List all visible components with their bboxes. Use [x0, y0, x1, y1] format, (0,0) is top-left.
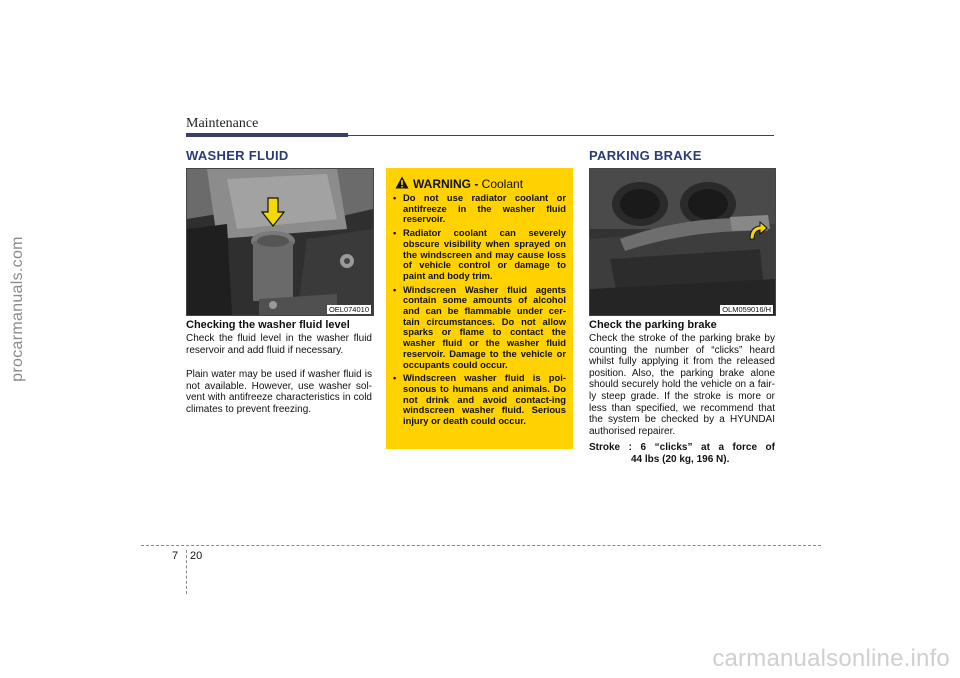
parking-photo-code: OLM059016/H	[722, 305, 771, 314]
parking-subheading: Check the parking brake	[589, 319, 717, 331]
warning-item: • Windscreen Washer fluid agents contain some amounts of alcohol and can be flammable under cer-tain circumstances. Do not allow sparks or flame to contact the washer fluid or the washer fluid reservoir. Damage to the vehicle or occupants could occur.	[393, 283, 566, 370]
footer-dashed-divider	[186, 550, 187, 594]
pull-arrow-icon	[746, 221, 768, 243]
washer-subheading: Checking the washer fluid level	[186, 319, 350, 331]
warning-title-topic: Coolant	[481, 177, 524, 191]
washer-fluid-heading: WASHER FLUID	[186, 148, 289, 163]
washer-reservoir-photo	[186, 168, 374, 316]
warning-title	[413, 177, 523, 191]
footer-dashed-rule	[141, 545, 821, 546]
stroke-spec-line-2: 44 lbs (20 kg, 196 N).	[631, 454, 730, 465]
washer-paragraph-2: Plain water may be used if washer fluid is not available. However, use washer sol-vent with antifreeze characteristics in cold climates to prevent freezing.	[186, 369, 372, 415]
section-label: Maintenance	[186, 116, 259, 131]
page-number: 20	[190, 550, 203, 562]
washer-photo-code: OEL074010	[328, 305, 369, 314]
header-rule-thin	[348, 135, 774, 136]
warning-title-prefix: WARNING -	[413, 177, 479, 191]
bottom-watermark: carmanualsonline.info	[712, 645, 950, 672]
parking-brake-heading: PARKING BRAKE	[589, 148, 702, 163]
warning-item: • Do not use radiator coolant or antifreeze in the washer fluid reservoir.	[393, 192, 566, 225]
header-rule-thick	[186, 133, 348, 137]
chapter-number: 7	[172, 550, 179, 562]
stroke-spec-line-1: Stroke : 6 “clicks” at a force of	[589, 442, 775, 453]
washer-paragraph-1: Check the fluid level in the washer fluid reservoir and add fluid if necessary.	[186, 333, 372, 356]
parking-brake-photo	[589, 168, 776, 316]
warning-item: • Radiator coolant can severely obscure visibility when sprayed on the windscreen and may cause loss of vehicle control or damage to paint and body trim.	[393, 227, 566, 281]
arrow-down-icon	[261, 197, 285, 227]
parking-paragraph: Check the stroke of the parking brake by counting the number of “clicks” heard whilst fully applying it from the released position. Also, the parking brake alone should securely hold the vehicle on a fair-ly steep grade. If the stroke is more or less than specified, we recommend that the system be checked by a HYUNDAI authorised repairer.	[589, 333, 775, 437]
side-watermark: procarmanuals.com	[9, 236, 26, 382]
warning-box	[386, 168, 573, 449]
warning-item: • Windscreen washer fluid is poi-sonous to humans and animals. Do not drink and avoid contact-ing windscreen washer fluid. Serious injury or death could occur.	[393, 372, 566, 427]
warning-list	[391, 193, 566, 430]
